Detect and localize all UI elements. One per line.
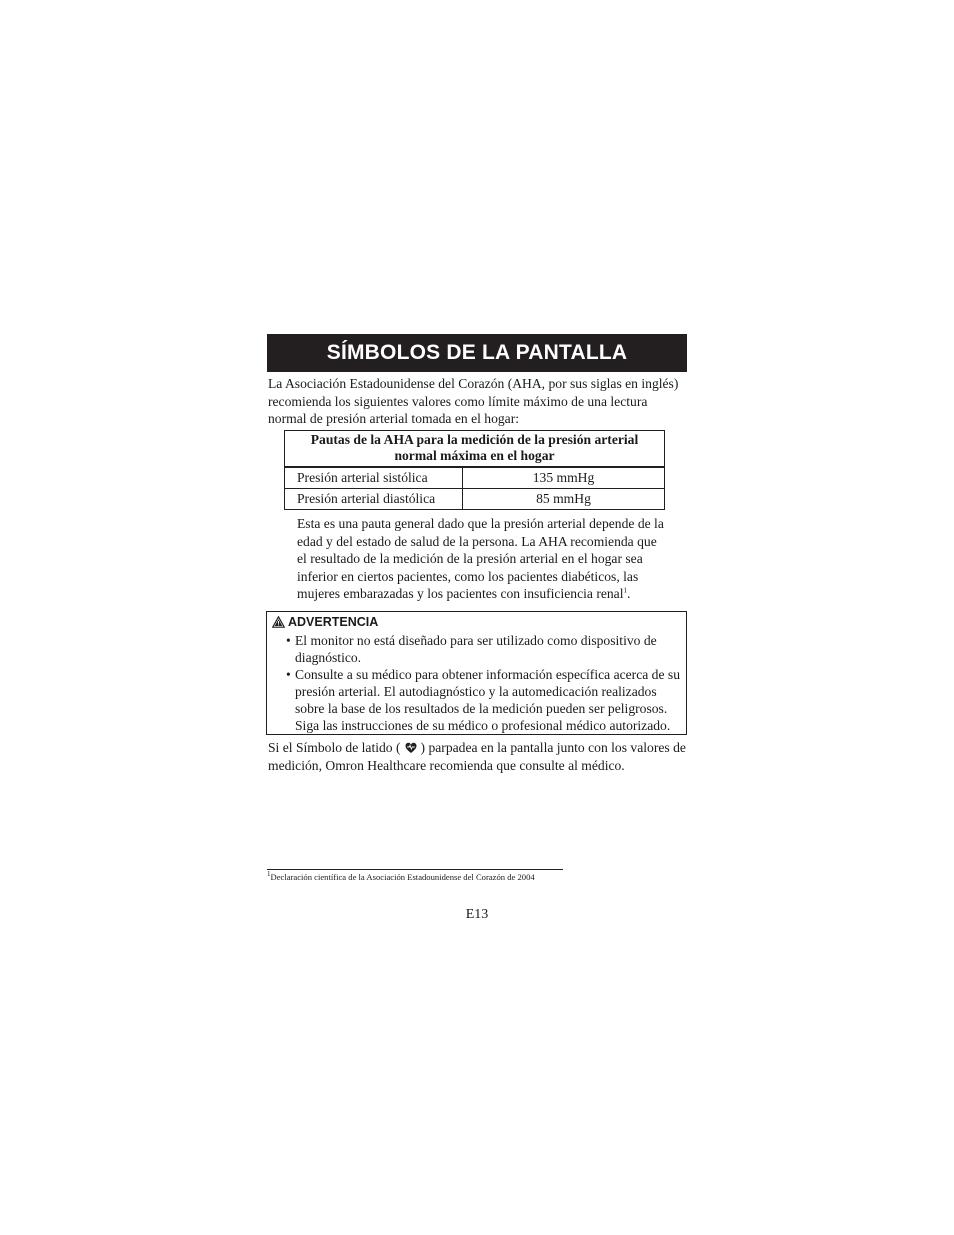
list-item xyxy=(286,632,682,666)
guideline-note xyxy=(297,515,667,603)
table-header-row xyxy=(285,431,665,468)
table-row xyxy=(285,489,665,510)
warning-list xyxy=(286,632,682,734)
bullet: • xyxy=(286,667,291,682)
row-value-systolic: 135 mmHg xyxy=(463,467,665,489)
list-item xyxy=(286,666,682,734)
footnote-divider xyxy=(267,869,563,870)
bullet: • xyxy=(286,633,291,648)
note-text: Esta es una pauta general dado que la presión arterial depende de la edad y del estado de salud de la persona. La AHA recomienda que el resultado de la medición de la presión arterial en el hogar sea inferior en ciertos pacientes, como los pacientes diabéticos, las mujeres embarazadas y los pacientes con insuficiencia renal xyxy=(297,516,664,601)
row-label-diastolic: Presión arterial diastólica xyxy=(285,489,463,510)
heartbeat-icon xyxy=(405,742,417,754)
warning-header xyxy=(272,615,378,629)
footnote-reference: 1 xyxy=(623,586,627,595)
row-label-systolic: Presión arterial sistólica xyxy=(285,467,463,489)
intro-paragraph: La Asociación Estadounidense del Corazón (AHA, por sus siglas en inglés) recomienda los siguientes valores como límite máximo de una lectura normal de presión arterial tomada en el hogar: xyxy=(268,376,679,426)
closing-text-after: ) parpadea en la pantalla junto con los valores de medición, Omron Healthcare recomienda que consulte al médico. xyxy=(268,740,686,773)
warning-item-text: El monitor no está diseñado para ser utilizado como dispositivo de diagnóstico. xyxy=(295,633,657,665)
row-value-diastolic: 85 mmHg xyxy=(463,489,665,510)
warning-box xyxy=(266,611,687,735)
footnote xyxy=(267,872,535,883)
closing-text-before: Si el Símbolo de latido ( xyxy=(268,740,401,755)
warning-triangle-icon xyxy=(272,616,285,628)
note-end: . xyxy=(626,586,631,601)
footnote-text: Declaración científica de la Asociación Estadounidense del Corazón de 2004 xyxy=(270,872,535,882)
page-number: E13 xyxy=(465,907,489,922)
warning-title: ADVERTENCIA xyxy=(288,615,379,629)
table-row xyxy=(285,467,665,489)
closing-paragraph xyxy=(268,739,688,774)
warning-item-text: Consulte a su médico para obtener información específica acerca de su presión arterial. El autodiagnóstico y la automedicación realizados sobre la base de los resultados de la medición pueden ser peligrosos. Siga las instrucciones de su médico o profesional médico autorizado. xyxy=(295,667,680,733)
section-title-bar xyxy=(267,334,687,372)
aha-guidelines-table xyxy=(284,430,665,510)
section-title: SÍMBOLOS DE LA PANTALLA xyxy=(326,341,628,364)
table-header: Pautas de la AHA para la medición de la presión arterial normal máxima en el hogar xyxy=(285,431,665,468)
footnote-marker: 1 xyxy=(267,870,271,879)
